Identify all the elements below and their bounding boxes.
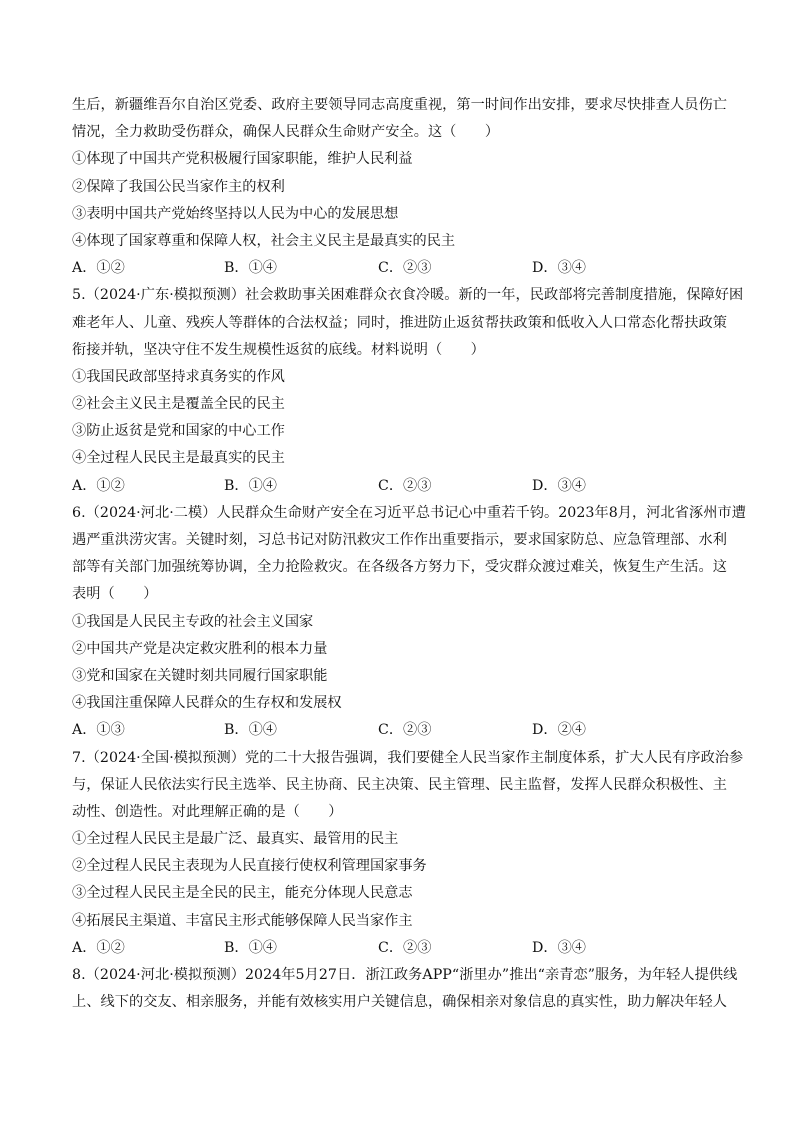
statement-option: ③全过程人民民主是全民的民主，能充分体现人民意志 xyxy=(72,885,413,902)
choice-b[interactable]: B．①④ xyxy=(224,939,277,956)
stem-line: 上、线下的交友、相亲服务，并能有效核实用户关键信息，确保相亲对象信息的真实性，助力解决年轻人 xyxy=(72,994,727,1011)
statement-option: ②中国共产党是决定救灾胜利的根本力量 xyxy=(72,640,328,657)
question-7 xyxy=(72,745,744,963)
choice-d[interactable]: D．③④ xyxy=(532,939,586,956)
statement-option: ①体现了中国共产党积极履行国家职能，维护人民利益 xyxy=(72,151,413,168)
statement-option: ④全过程人民民主是最真实的民主 xyxy=(72,450,285,467)
stem-line: 7.（2024·全国·模拟预测）党的二十大报告强调，我们要健全人民当家作主制度体系，扩大人民有序政治参 xyxy=(72,749,744,766)
stem-line: 衔接并轨，坚决守住不发生规模性返贫的底线。材料说明（ ） xyxy=(72,341,485,358)
question-6 xyxy=(72,500,746,745)
statement-option: ①我国民政部坚持求真务实的作风 xyxy=(72,368,285,385)
statement-option: ②社会主义民主是覆盖全民的民主 xyxy=(72,396,285,413)
choice-d[interactable]: D．③④ xyxy=(532,477,586,494)
question-5 xyxy=(72,282,744,500)
choice-d[interactable]: D．③④ xyxy=(532,260,586,277)
question-list xyxy=(72,92,746,1016)
question-8 xyxy=(72,962,738,1016)
choice-b[interactable]: B．①④ xyxy=(224,722,277,739)
stem-line: 生后，新疆维吾尔自治区党委、政府主要领导同志高度重视，第一时间作出安排，要求尽快排查人员伤亡 xyxy=(72,97,727,113)
choice-c[interactable]: C．②③ xyxy=(378,260,432,277)
statement-option: ②全过程人民民主表现为人民直接行使权利管理国家事务 xyxy=(72,858,427,875)
choice-c[interactable]: C．②③ xyxy=(378,477,432,494)
choice-d[interactable]: D．②④ xyxy=(532,722,586,739)
statement-option: ④拓展民主渠道、丰富民主形式能够保障人民当家作主 xyxy=(72,912,413,929)
answer-choices xyxy=(72,717,724,744)
stem-line: 8.（2024·河北·模拟预测）2024年5月27日．浙江政务APP“浙里办”推出“亲青恋”服务，为年轻人提供线 xyxy=(72,967,738,983)
choice-a[interactable]: A．①② xyxy=(72,477,125,494)
statement-option: ①全过程人民民主是最广泛、最真实、最管用的民主 xyxy=(72,831,399,848)
answer-choices xyxy=(72,935,724,962)
choice-a[interactable]: A．①② xyxy=(72,260,125,277)
choice-b[interactable]: B．①④ xyxy=(224,260,277,277)
stem-line: 部等有关部门加强统筹协调，全力抢险救灾。在各级各方努力下，受灾群众渡过难关，恢复生产生活。这 xyxy=(72,559,727,576)
answer-choices xyxy=(72,255,724,282)
choice-b[interactable]: B．①④ xyxy=(224,477,277,494)
choice-a[interactable]: A．①③ xyxy=(72,722,125,739)
statement-option: ④体现了国家尊重和保障人权，社会主义民主是最真实的民主 xyxy=(72,232,456,249)
choice-a[interactable]: A．①② xyxy=(72,939,125,956)
stem-line: 遇严重洪涝灾害。关键时刻，习总书记对防汛救灾工作作出重要指示，要求国家防总、应急管理部、水利 xyxy=(72,532,727,548)
stem-line: 6.（2024·河北·二模）人民群众生命财产安全在习近平总书记心中重若千钧。2023年8月，河北省涿州市遭 xyxy=(72,504,746,521)
stem-line: 表明（ ） xyxy=(72,586,158,603)
stem-line: 5.（2024·广东·模拟预测）社会救助事关困难群众衣食冷暖。新的一年，民政部将完善制度措施，保障好困 xyxy=(72,287,744,304)
statement-option: ③党和国家在关键时刻共同履行国家职能 xyxy=(72,667,328,684)
statement-option: ③表明中国共产党始终坚持以人民为中心的发展思想 xyxy=(72,205,399,222)
stem-line: 与，保证人民依法实行民主选举、民主协商、民主决策、民主管理、民主监督，发挥人民群众积极性、主 xyxy=(72,776,727,793)
stem-line: 情况，全力救助受伤群众，确保人民群众生命财产安全。这（ ） xyxy=(72,124,500,141)
stem-line: 动性、创造性。对此理解正确的是（ ） xyxy=(72,803,343,820)
stem-line: 难老年人、儿童、残疾人等群体的合法权益；同时，推进防止返贫帮扶政策和低收入人口常态化帮扶政策 xyxy=(72,314,727,331)
answer-choices xyxy=(72,473,724,500)
choice-c[interactable]: C．②③ xyxy=(378,939,432,956)
question-4 xyxy=(72,92,727,282)
statement-option: ①我国是人民民主专政的社会主义国家 xyxy=(72,613,314,630)
statement-option: ③防止返贫是党和国家的中心工作 xyxy=(72,423,285,440)
statement-option: ④我国注重保障人民群众的生存权和发展权 xyxy=(72,695,342,712)
choice-c[interactable]: C．②③ xyxy=(378,722,432,739)
statement-option: ②保障了我国公民当家作主的权利 xyxy=(72,178,285,195)
